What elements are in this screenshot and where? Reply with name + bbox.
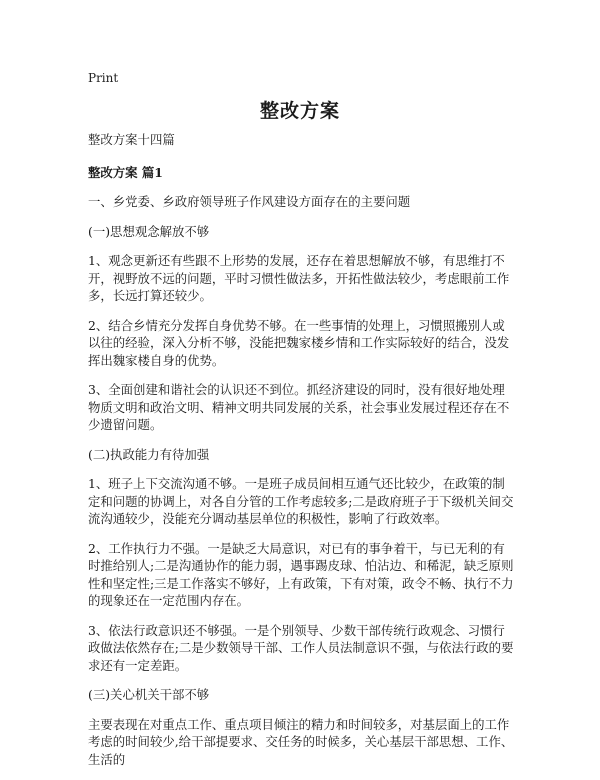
paragraph-subheading-2: (二)执政能力有待加强 xyxy=(88,446,210,462)
paragraph: 3、依法行政意识还不够强。一是个别领导、少数干部传统行政观念、习惯行政做法依然存在;二是少数领导干部、工作人员法制意识不强，与依法行政的要求还有一定差距。 xyxy=(88,622,514,673)
paragraph: 主要表现在对重点工作、重点项目倾注的精力和时间较多，对基层面上的工作考虑的时间较少,给干部提要求、交任务的时候多，关心基层干部思想、工作、生活的 xyxy=(88,716,514,767)
section-heading: 整改方案 篇1 xyxy=(88,164,163,180)
paragraph: 1、观念更新还有些跟不上形势的发展，还存在着思想解放不够，有思维打不开，视野放不远的问题，平时习惯性做法多，开拓性做法较少，考虑眼前工作多，长远打算还较少。 xyxy=(88,253,510,303)
paragraph: 3、全面创建和谐社会的认识还不到位。抓经济建设的同时，没有很好地处理物质文明和政治文明、精神文明共同发展的关系，社会事业发展过程还存在不少遗留问题。 xyxy=(88,382,510,432)
paragraph-main-issues: 一、乡党委、乡政府领导班子作风建设方面存在的主要问题 xyxy=(88,194,411,209)
print-link[interactable]: Print xyxy=(88,71,119,85)
paragraph-subheading-3: (三)关心机关干部不够 xyxy=(88,687,210,702)
page-title: 整改方案 xyxy=(259,100,340,122)
paragraph: 1、班子上下交流沟通不够。一是班子成员间相互通气还比较少，在政策的制定和问题的协调上，对各自分管的工作考虑较多;二是政府班子于下级机关间交流沟通较少，没能充分调动基层单位的积极性，影响了行政效率。 xyxy=(88,476,514,526)
paragraph: 2、结合乡情充分发挥自身优势不够。在一些事情的处理上，习惯照搬别人或以往的经验，深入分析不够，没能把魏家楼乡情和工作实际较好的结合，没发挥出魏家楼自身的优势。 xyxy=(88,317,510,368)
document-body xyxy=(88,131,516,780)
document-subtitle: 整改方案十四篇 xyxy=(88,132,175,147)
paragraph: 2、工作执行力不强。一是缺乏大局意识，对已有的事争着干，与已无利的有时推给别人;二是沟通协作的能力弱，遇事踢皮球、怕沾边、和稀泥，缺乏原则性和坚定性;三是工作落实不够好，上有政策，下有对策，政令不畅、执行不力的现象还在一定范围内存在。 xyxy=(88,540,514,608)
paragraph-subheading-1: (一)思想观念解放不够 xyxy=(88,223,210,239)
